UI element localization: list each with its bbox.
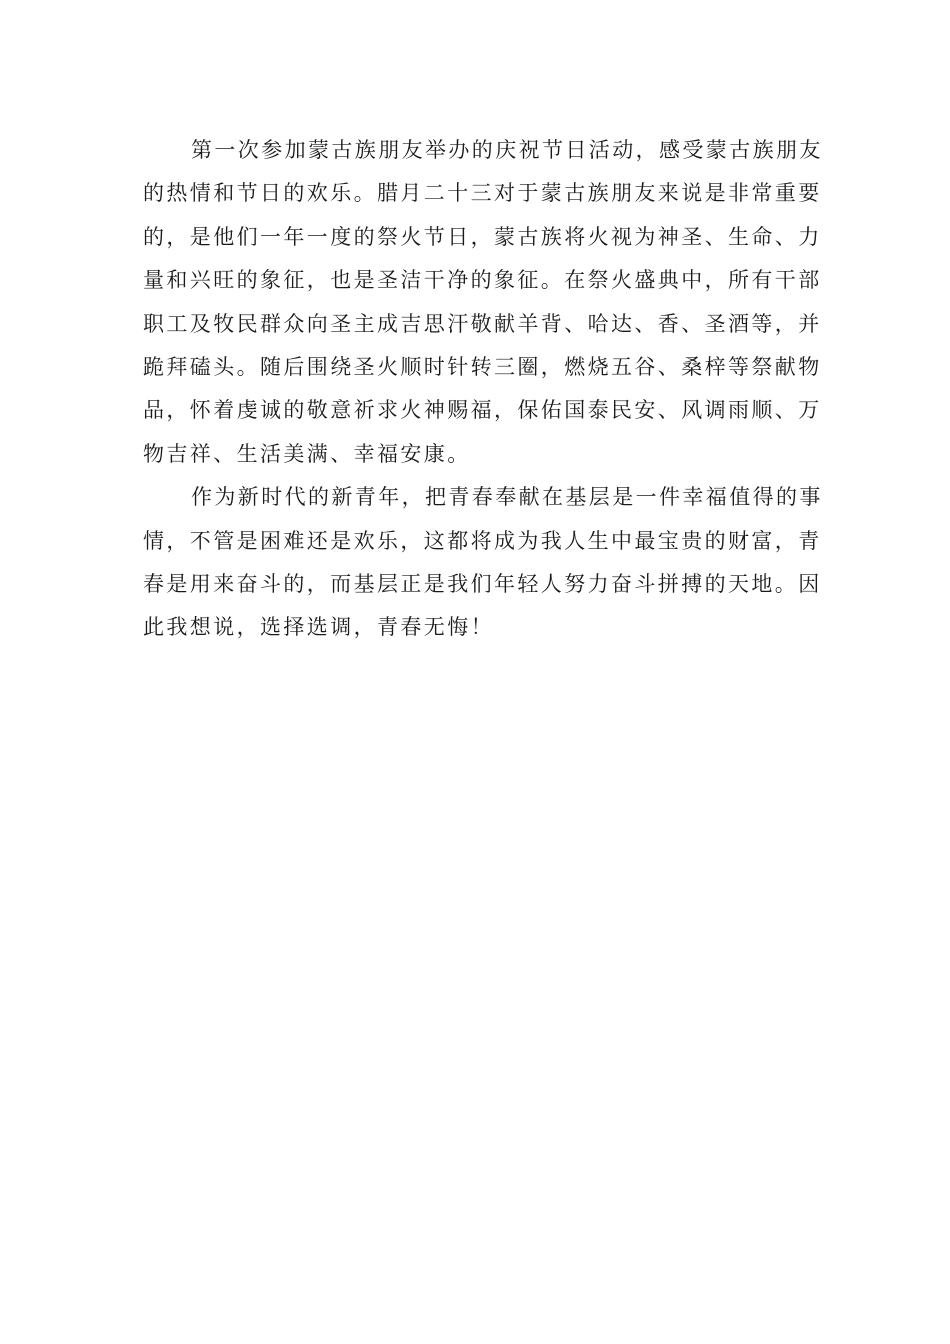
text-line: 作为新时代的新青年，把青春奉献在基层是一件幸福值得的事 xyxy=(191,485,823,510)
text-line: 第一次参加蒙古族朋友举办的庆祝节日活动，感受蒙古族朋友 xyxy=(191,138,823,162)
text-line: 品，怀着虔诚的敬意祈求火神赐福，保佑国泰民安、风调雨顺、万 xyxy=(143,398,822,423)
paragraph-youth xyxy=(143,476,823,650)
text-line: 情，不管是困难还是欢乐，这都将成为我人生中最宝贵的财富，青 xyxy=(143,528,822,553)
text-line: 量和兴旺的象征，也是圣洁干净的象征。在祭火盛典中，所有干部 xyxy=(143,268,822,293)
text-line: 春是用来奋斗的，而基层正是我们年轻人努力奋斗拼搏的天地。因 xyxy=(143,571,822,596)
text-line: 此我想说，选择选调，青春无悔！ xyxy=(143,615,494,640)
text-line: 跪拜磕头。随后围绕圣火顺时针转三圈，燃烧五谷、桑梓等祭献物 xyxy=(143,354,822,379)
text-line: 物吉祥、生活美满、幸福安康。 xyxy=(143,441,471,466)
document-body xyxy=(143,129,823,650)
text-line: 的热情和节日的欢乐。腊月二十三对于蒙古族朋友来说是非常重要 xyxy=(143,181,822,206)
text-line: 职工及牧民群众向圣主成吉思汗敬献羊背、哈达、香、圣酒等，并 xyxy=(143,311,822,336)
text-line: 的，是他们一年一度的祭火节日，蒙古族将火视为神圣、生命、力 xyxy=(143,224,822,249)
paragraph-festival xyxy=(143,129,823,476)
